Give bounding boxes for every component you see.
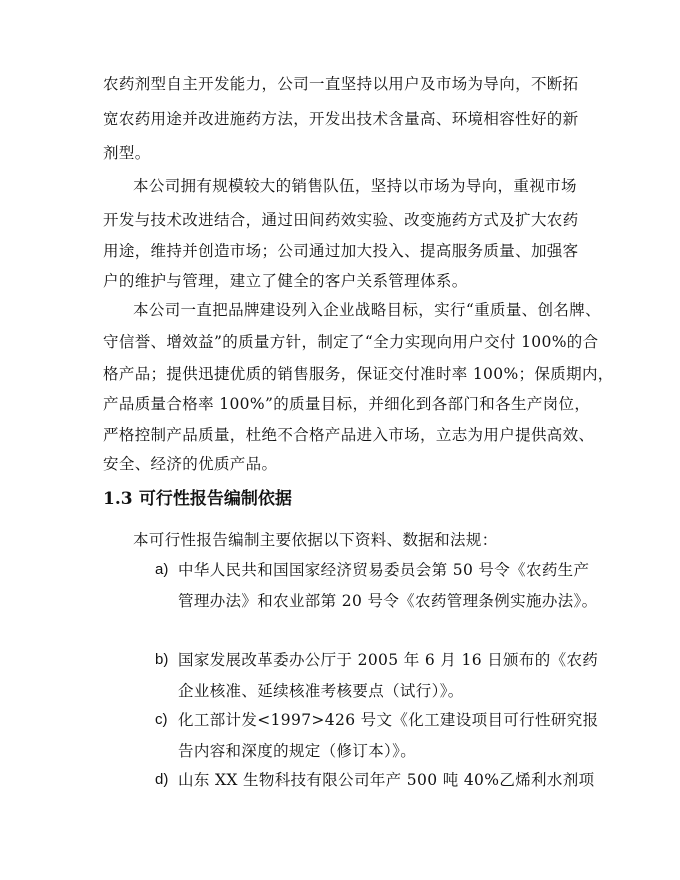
paragraph-3-line: 本公司一直把品牌建设列入企业战略目标，实行“重质量、创名牌、 — [133, 301, 601, 319]
section-intro: 本可行性报告编制主要依据以下资料、数据和法规： — [133, 531, 498, 549]
section-title: 可行性报告编制依据 — [138, 489, 292, 509]
paragraph-3-line: 严格控制产品质量，杜绝不合格产品进入市场，立志为用户提供高效、 — [103, 426, 595, 444]
paragraph-3-line: 安全、经济的优质产品。 — [103, 455, 278, 473]
paragraph-3-line: 格产品；提供迅捷优质的销售服务，保证交付准时率 100%；保质期内， — [103, 365, 614, 383]
section-heading — [103, 488, 292, 510]
list-item-line: 管理办法》和农业部第 20 号令《农药管理条例实施办法》。 — [178, 592, 598, 610]
list-item-line: 化工部计发<1997>426 号文《化工建设项目可行性研究报 — [178, 711, 599, 729]
paragraph-2-line: 本公司拥有规模较大的销售队伍，坚持以市场为导向，重视市场 — [133, 177, 577, 195]
paragraph-1-line: 剂型。 — [103, 144, 151, 162]
list-marker: b) — [155, 651, 169, 668]
paragraph-2-line: 用途，维持并创造市场；公司通过加大投入、提高服务质量、加强客 — [103, 242, 579, 260]
list-marker: a) — [155, 561, 169, 578]
paragraph-3-line: 产品质量合格率 100%”的质量目标，并细化到各部门和各生产岗位， — [103, 395, 591, 413]
paragraph-1-line: 宽农药用途并改进施药方法，开发出技术含量高、环境相容性好的新 — [103, 110, 579, 128]
list-item-line: 企业核准、延续核准考核要点（试行）》。 — [178, 682, 464, 700]
list-item-line: 山东 XX 生物科技有限公司年产 500 吨 40%乙烯利水剂项 — [178, 771, 595, 789]
paragraph-2-line: 开发与技术改进结合，通过田间药效实验、改变施药方式及扩大农药 — [103, 211, 579, 229]
section-number: 1.3 — [103, 489, 133, 509]
list-marker: c) — [155, 711, 168, 728]
list-item-line: 国家发展改革委办公厅于 2005 年 6 月 16 日颁布的《农药 — [178, 651, 599, 669]
list-marker: d) — [155, 771, 169, 788]
paragraph-3-line: 守信誉、增效益”的质量方针，制定了“全力实现向用户交付 100%的合 — [103, 333, 599, 351]
list-item-line: 告内容和深度的规定（修订本）》。 — [178, 742, 417, 760]
list-item-line: 中华人民共和国国家经济贸易委员会第 50 号令《农药生产 — [178, 561, 590, 579]
paragraph-2-line: 户的维护与管理，建立了健全的客户关系管理体系。 — [103, 272, 468, 290]
paragraph-1-line: 农药剂型自主开发能力，公司一直坚持以用户及市场为导向，不断拓 — [103, 75, 579, 93]
